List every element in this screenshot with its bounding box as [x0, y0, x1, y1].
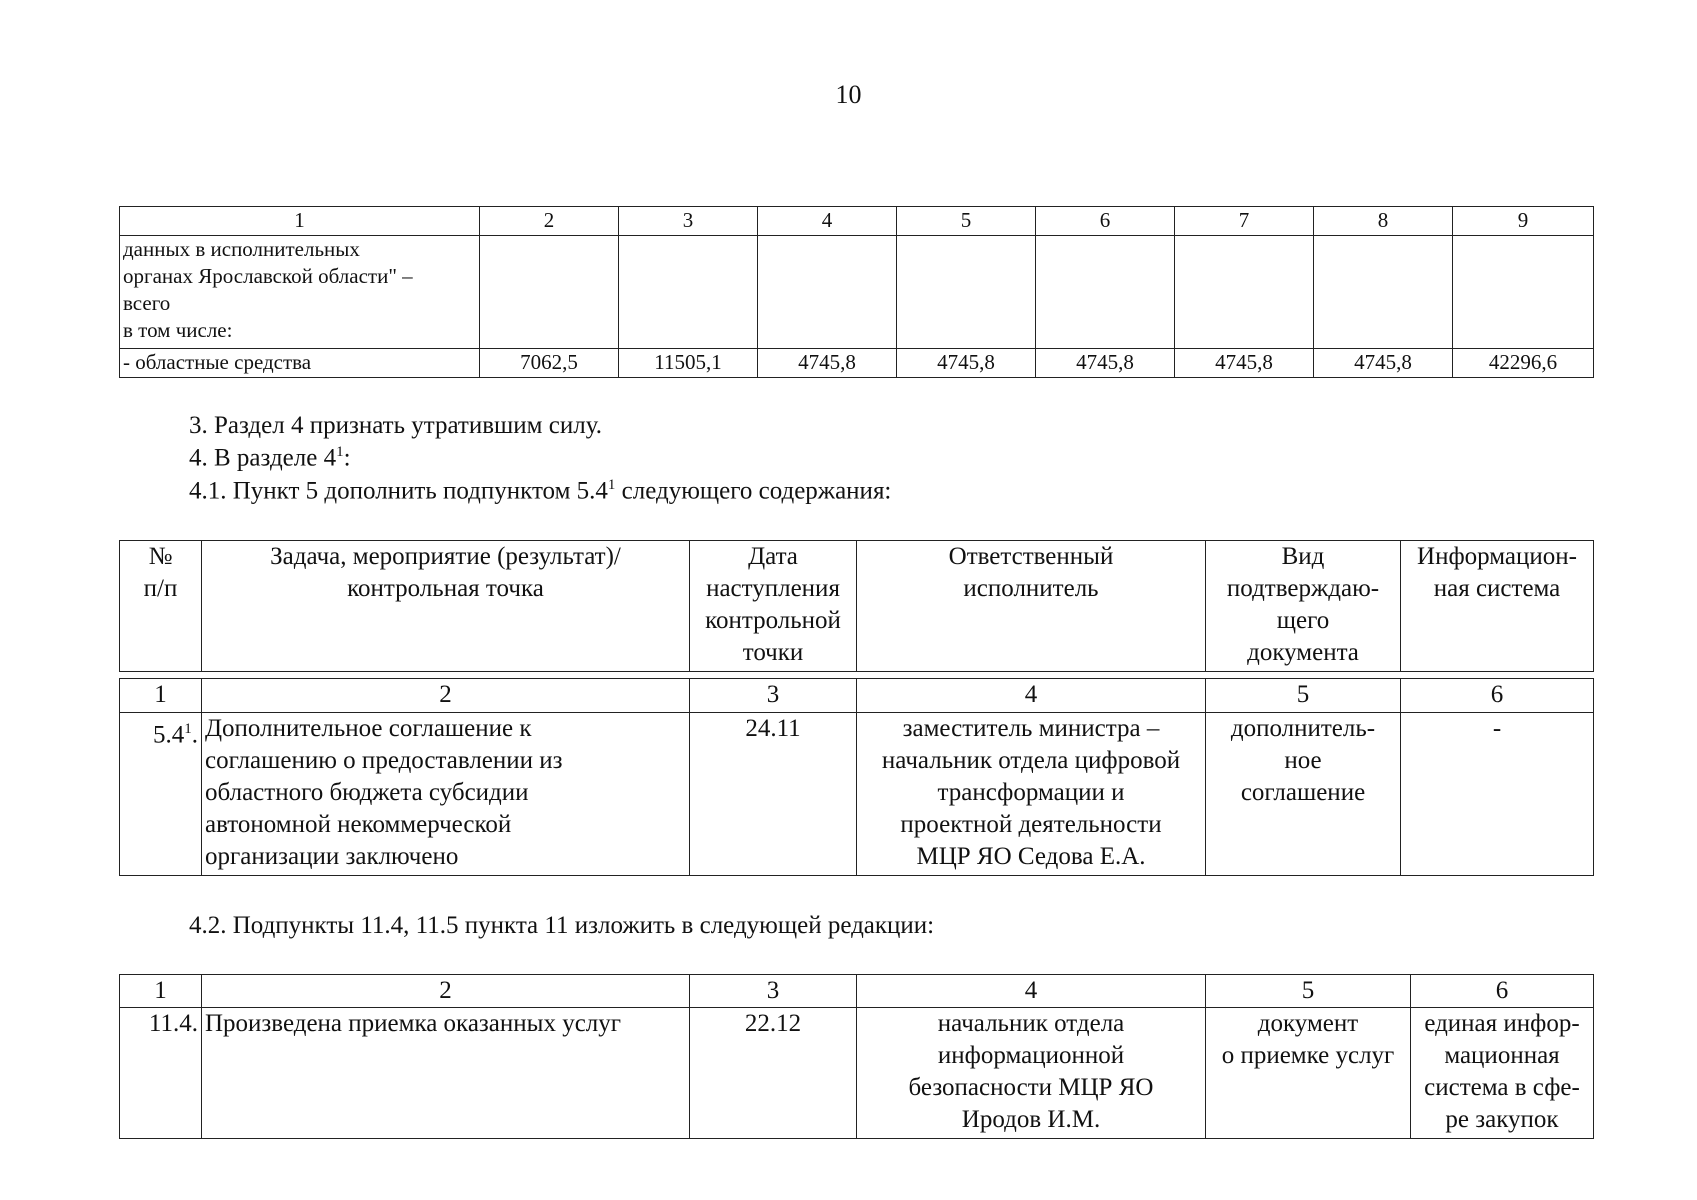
table-row — [120, 1008, 1594, 1139]
row-label: - областные средства — [120, 349, 480, 378]
value-cell: 4745,8 — [1314, 349, 1453, 378]
value-cell: 4745,8 — [1175, 349, 1314, 378]
funding-table — [119, 206, 1594, 378]
column-header: Ответственный исполнитель — [857, 541, 1206, 672]
column-header: Вид подтверждаю- щего документа — [1206, 541, 1401, 672]
column-number: 2 — [202, 679, 690, 713]
date-cell: 22.12 — [690, 1008, 857, 1139]
column-number: 6 — [1401, 679, 1594, 713]
row-description: данных в исполнительных органах Ярославской области" – всего в том числе: — [120, 236, 480, 349]
column-number: 1 — [120, 207, 480, 236]
column-number: 5 — [897, 207, 1036, 236]
paragraph: 4.2. Подпункты 11.4, 11.5 пункта 11 изложить в следующей редакции: — [189, 912, 935, 939]
table-row — [120, 349, 1594, 378]
paragraph: 4.1. Пункт 5 дополнить подпунктом $5.4^1$ следующего содержания: — [189, 477, 892, 505]
table-number-row — [120, 679, 1594, 713]
system-cell: единая инфор- мационная система в сфе- ре закупок — [1411, 1008, 1594, 1139]
column-number: 5 — [1206, 975, 1411, 1008]
executor-cell: начальник отдела информационной безопасности МЦР ЯО Иродов И.М. — [857, 1008, 1206, 1139]
table-number-row — [120, 975, 1594, 1008]
value-cell: 4745,8 — [758, 349, 897, 378]
column-header: Дата наступления контрольной точки — [690, 541, 857, 672]
column-number: 5 — [1206, 679, 1401, 713]
column-number: 6 — [1411, 975, 1594, 1008]
column-number: 4 — [857, 975, 1206, 1008]
column-number: 9 — [1453, 207, 1594, 236]
table-header-row — [120, 207, 1594, 236]
value-cell: 11505,1 — [619, 349, 758, 378]
document-cell: документ о приемке услуг — [1206, 1008, 1411, 1139]
table-row — [120, 236, 1594, 349]
column-number: 4 — [758, 207, 897, 236]
column-number: 4 — [857, 679, 1206, 713]
paragraph: 3. Раздел 4 признать утратившим силу. — [189, 412, 602, 439]
column-number: 1 — [120, 975, 202, 1008]
column-number: 3 — [690, 975, 857, 1008]
column-number: 2 — [202, 975, 690, 1008]
column-number: 7 — [1175, 207, 1314, 236]
column-header: Информацион- ная система — [1401, 541, 1594, 672]
value-cell: 4745,8 — [897, 349, 1036, 378]
column-number: 1 — [120, 679, 202, 713]
task-cell: Произведена приемка оказанных услуг — [202, 1008, 690, 1139]
document-cell: дополнитель- ное соглашение — [1206, 713, 1401, 876]
column-number: 2 — [480, 207, 619, 236]
value-cell: 42296,6 — [1453, 349, 1594, 378]
date-cell: 24.11 — [690, 713, 857, 876]
page-number: 10 — [835, 80, 862, 109]
column-number: 3 — [690, 679, 857, 713]
control-point-table — [119, 540, 1594, 876]
table-header-row — [120, 541, 1594, 672]
table-row — [120, 713, 1594, 876]
item-number: 11.4. — [120, 1008, 202, 1139]
task-cell: Дополнительное соглашение к соглашению о предоставлении из областного бюджета субсидии автономной некоммерческой организации заключено — [202, 713, 690, 876]
system-cell: - — [1401, 713, 1594, 876]
value-cell: 7062,5 — [480, 349, 619, 378]
value-cell: 4745,8 — [1036, 349, 1175, 378]
column-header: Задача, мероприятие (результат)/ контрольная точка — [202, 541, 690, 672]
column-number: 8 — [1314, 207, 1453, 236]
executor-cell: заместитель министра – начальник отдела цифровой трансформации и проектной деятельности МЦР ЯО Седова Е.А. — [857, 713, 1206, 876]
column-number: 3 — [619, 207, 758, 236]
column-header: № п/п — [120, 541, 202, 672]
control-point-table-2 — [119, 974, 1594, 1139]
item-number: $5.4^1$. — [120, 713, 202, 876]
column-number: 6 — [1036, 207, 1175, 236]
paragraph: 4. В разделе $4^1$: — [189, 444, 351, 472]
